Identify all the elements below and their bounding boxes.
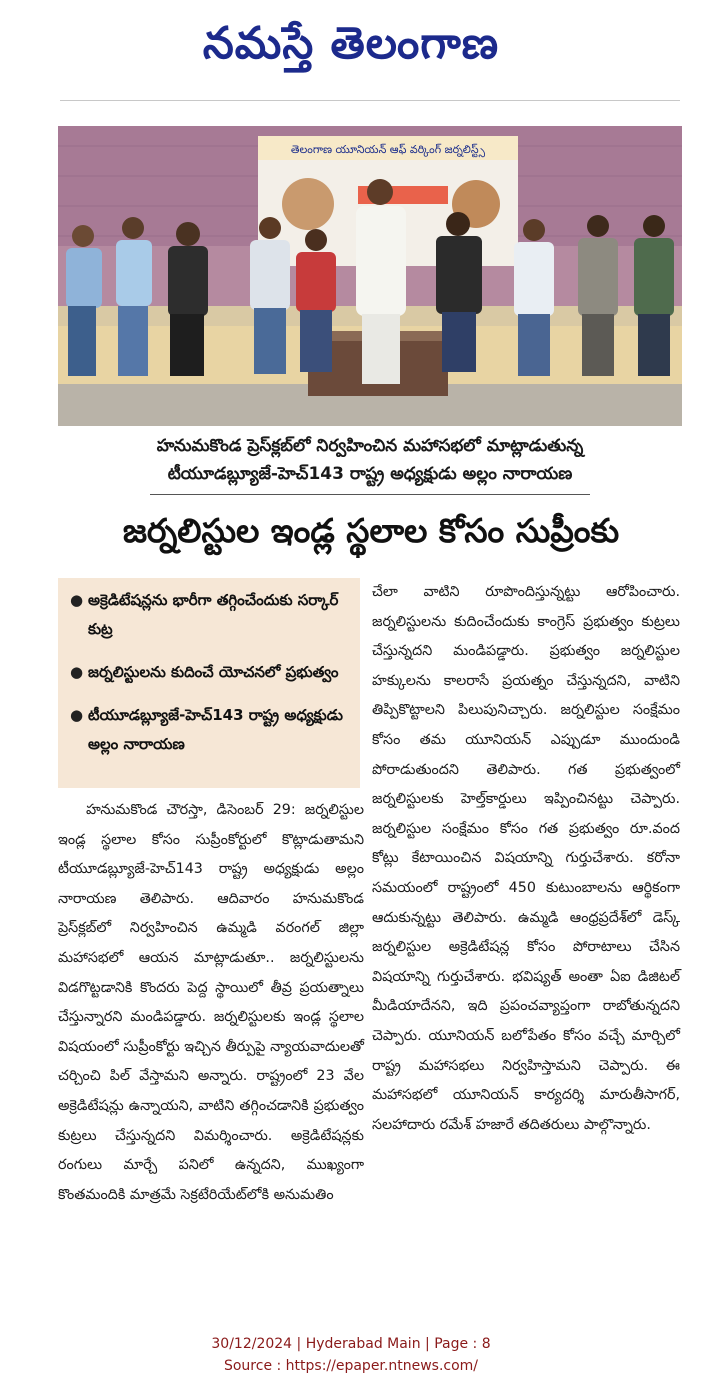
highlight-text: అక్రెడిటేషన్లను భారీగా తగ్గించేందుకు సర్కార్ కుట్ర xyxy=(88,591,339,638)
bullet-icon: ● xyxy=(70,591,84,609)
footer-source: Source : https://epaper.ntnews.com/ xyxy=(223,1358,479,1374)
banner-text: తెలంగాణ యూనియన్ ఆఫ్ వర్కింగ్ జర్నలిస్ట్స్ xyxy=(290,143,486,156)
bullet-icon: ● xyxy=(70,663,84,681)
caption-underline xyxy=(150,494,590,495)
bullet-icon: ● xyxy=(70,706,84,724)
photo-caption xyxy=(60,432,680,488)
article-body-right-column: చేలా వాటిని రూపొందిస్తున్నట్టు ఆరోపించారు. జర్నలిస్టులను కుదించేందుకు కాంగ్రెస్ ప్రభుత్వం కుట్రలు చేస్తున్నదని మండిపడ్డారు. ప్రభుత్వం జర్నలిస్టుల హక్కులను కాలరాసే ప్రయత్నం చేస్తున్నదని, వాటిని తిప్పికొట్టాలని పిలుపునిచ్చారు. జర్నలిస్టుల సంక్షేమం కోసం తమ యూనియన్ ఎప్పుడూ ముందుండి పోరాడుతుందని తెలిపారు. గత ప్రభుత్వంలో జర్నలిస్టులకు హెల్త్‌కార్డులు ఇప్పించినట్టు చెప్పారు. జర్నలిస్టుల సంక్షేమం కోసం గత ప్రభుత్వం రూ.వంద కోట్లు కేటాయించిన విషయాన్ని గుర్తుచేశారు. కరోనా సమయంలో రాష్ట్రంలో 450 కుటుంబాలను ఆర్థికంగా ఆదుకున్నట్టు తెలిపారు. ఉమ్మడి ఆంధ్రప్రదేశ్‌లో డెస్క్ జర్నలిస్టుల అక్రెడిటేషన్ల కోసం పోరాటాలు చేసిన విషయాన్ని గుర్తుచేశారు. భవిష్యత్ అంతా ఏఐ డిజిటల్ మీడియాదేనని, ఇది ప్రపంచవ్యాప్తంగా రాబోతున్నదని చెప్పారు. యూనియన్ బలోపేతం కోసం వచ్చే మార్చిలో రాష్ట్ర మహాసభలు నిర్వహిస్తామని చెప్పారు. ఈ మహాసభలో యూనియన్ కార్యదర్శి మారుతీసాగర్, సలహాదారు రమేశ్ హజారే తదితరులు పాల్గొన్నారు. xyxy=(372,584,680,1133)
highlight-text: జర్నలిస్టులను కుదించే యోచనలో ప్రభుత్వం xyxy=(88,663,339,681)
footer-date-edition: 30/12/2024 | Hyderabad Main | Page : 8 xyxy=(211,1336,491,1352)
caption-line-1: హనుమకొండ ప్రెస్‌క్లబ్‌లో నిర్వహించిన మహాసభలో మాట్లాడుతున్న xyxy=(156,436,584,456)
article-body-left-column: హనుమకొండ చౌరస్తా, డిసెంబర్ 29: జర్నలిస్టుల ఇండ్ల స్థలాల కోసం సుప్రీంకోర్టులో కొట్లాడుతామని టీయూడబ్ల్యూజే-హెచ్143 రాష్ట్ర అధ్యక్షుడు అల్లం నారాయణ తెలిపారు. ఆదివారం హనుమకొండ ప్రెస్‌క్లబ్‌లో నిర్వహించిన ఉమ్మడి వరంగల్ జిల్లా మహాసభలో ఆయన మాట్లాడుతూ.. జర్నలిస్టులను విడగొట్టడానికి కొందరు పెద్ద స్థాయిలో తీవ్ర ప్రయత్నాలు చేస్తున్నారని మండిపడ్డారు. జర్నలిస్టులకు ఇండ్ల స్థలాల విషయంలో సుప్రీంకోర్టు ఇచ్చిన తీర్పుపై న్యాయవాదులతో చర్చించి పిల్ వేస్తామని అన్నారు. రాష్ట్రంలో 23 వేల అక్రెడిటేషన్లు ఉన్నాయని, వాటిని తగ్గించడానికి ప్రభుత్వం కుట్రలు చేస్తున్నదని విమర్శించారు. అక్రెడిటేషన్లకు రంగులు మార్చే పనిలో ఉన్నదని, ముఖ్యంగా కొంతమందికి మాత్రమే సెక్రటేరియేట్‌లోకి అనుమతిం xyxy=(58,802,364,1203)
masthead-divider xyxy=(60,100,680,101)
highlight-item xyxy=(58,693,360,765)
caption-line-2: టీయూడబ్ల్యూజే-హెచ్143 రాష్ట్ర అధ్యక్షుడు అల్లం నారాయణ xyxy=(167,464,573,484)
highlights-box xyxy=(58,578,360,788)
highlight-item xyxy=(58,578,360,650)
masthead: నమస్తే తెలంగాణ xyxy=(202,18,500,69)
highlight-item xyxy=(58,650,360,693)
highlight-text: టీయూడబ్ల్యూజే-హెచ్143 రాష్ట్ర అధ్యక్షుడు అల్లం నారాయణ xyxy=(88,706,343,753)
article-headline: జర్నలిస్టుల ఇండ్ల స్థలాల కోసం సుప్రీంకు xyxy=(122,511,620,550)
news-photo xyxy=(58,126,682,426)
